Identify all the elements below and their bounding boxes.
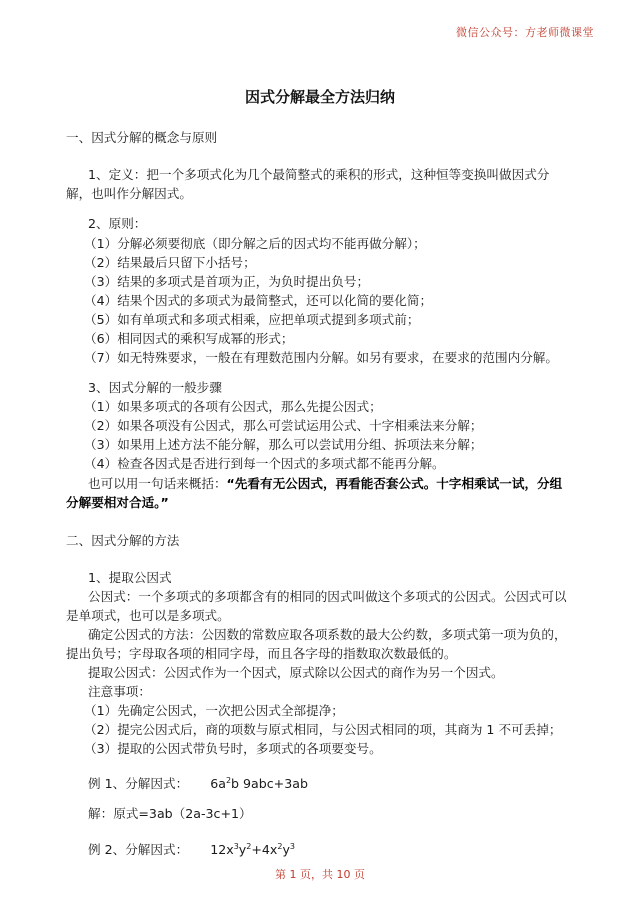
principle-item: （2）结果最后只留下小括号； — [84, 255, 256, 270]
steps-summary-prefix: 也可以用一句话来概括： — [88, 476, 227, 491]
note-item: （1）先确定公因式，一次把公因式全部提净； — [84, 703, 344, 718]
example1 — [88, 773, 308, 792]
sub1-heading: 1、提取公因式 — [88, 570, 172, 585]
example1-label: 例 1、分解因式： — [88, 776, 189, 791]
step-item: （1）如果多项式的各项有公因式，那么先提公因式； — [84, 399, 382, 414]
steps-summary-line1 — [88, 476, 562, 492]
note-item: （2）提完公因式后，商的项数与原式相同，与公因式相同的项，其商为 1 不可丢掉； — [84, 722, 562, 737]
sub1-line: 提出负号；字母取各项的相同字母，而且各字母的指数取次数最低的。 — [66, 646, 457, 661]
definition-line1: 1、定义：把一个多项式化为几个最简整式的乘积的形式，这种恒等变换叫做因式分 — [88, 167, 550, 182]
step-item: （4）检查各因式是否进行到每一个因式的多项式都不能再分解。 — [84, 456, 445, 471]
header-note: 微信公众号：方老师微课堂 — [456, 26, 594, 39]
definition-line2: 解，也叫作分解因式。 — [66, 186, 192, 201]
sub1-line: 提取公因式：公因式作为一个因式，原式除以公因式的商作为另一个因式。 — [88, 665, 504, 680]
steps-summary-line2: 分解要相对合适。” — [66, 495, 169, 510]
sub1-line: 公因式：一个多项式的多项都含有的相同的因式叫做这个多项式的公因式。公因式可以 — [88, 589, 567, 604]
principle-item: （4）结果个因式的多项式为最简整式，还可以化简的要化简； — [84, 293, 433, 308]
section2-heading: 二、因式分解的方法 — [66, 533, 180, 548]
page-title: 因式分解最全方法归纳 — [244, 88, 395, 106]
example1-solution: 解：原式=3ab（2a-3c+1） — [88, 806, 252, 821]
example1-expression: $6a^2b$ 9abc+3ab — [210, 776, 308, 791]
principle-item: （7）如无特殊要求，一般在有理数范围内分解。如另有要求，在要求的范围内分解。 — [84, 350, 558, 365]
steps-summary-quote: “先看有无公因式，再看能否套公式。十字相乘试一试，分组 — [226, 476, 563, 491]
steps-heading: 3、因式分解的一般步骤 — [88, 380, 222, 395]
example2-label: 例 2、分解因式： — [88, 842, 189, 857]
principle-item: （6）相同因式的乘积写成幂的形式； — [84, 331, 294, 346]
sub1-line: 确定公因式的方法：公因数的常数应取各项系数的最大公约数，多项式第一项为负的， — [88, 627, 567, 642]
step-item: （2）如果各项没有公因式，那么可尝试运用公式、十字相乘法来分解； — [84, 418, 483, 433]
step-item: （3）如果用上述方法不能分解，那么可以尝试用分组、拆项法来分解； — [84, 437, 483, 452]
page-footer: 第 1 页，共 10 页 — [275, 868, 365, 881]
example2-expression: $12x^3y^2+4x^2y^3$ — [210, 842, 295, 857]
principle-item: （5）如有单项式和多项式相乘，应把单项式提到多项式前； — [84, 312, 420, 327]
principle-item: （3）结果的多项式是首项为正，为负时提出负号； — [84, 274, 370, 289]
sub1-line: 注意事项： — [88, 684, 151, 699]
sub1-line: 是单项式，也可以是多项式。 — [66, 608, 230, 623]
principle-item: （1）分解必须要彻底（即分解之后的因式均不能再做分解）； — [84, 236, 426, 251]
principles-heading: 2、原则： — [88, 216, 147, 231]
section1-heading: 一、因式分解的概念与原则 — [66, 130, 218, 145]
note-item: （3）提取的公因式带负号时，多项式的各项要变号。 — [84, 741, 382, 756]
example2 — [88, 839, 295, 858]
